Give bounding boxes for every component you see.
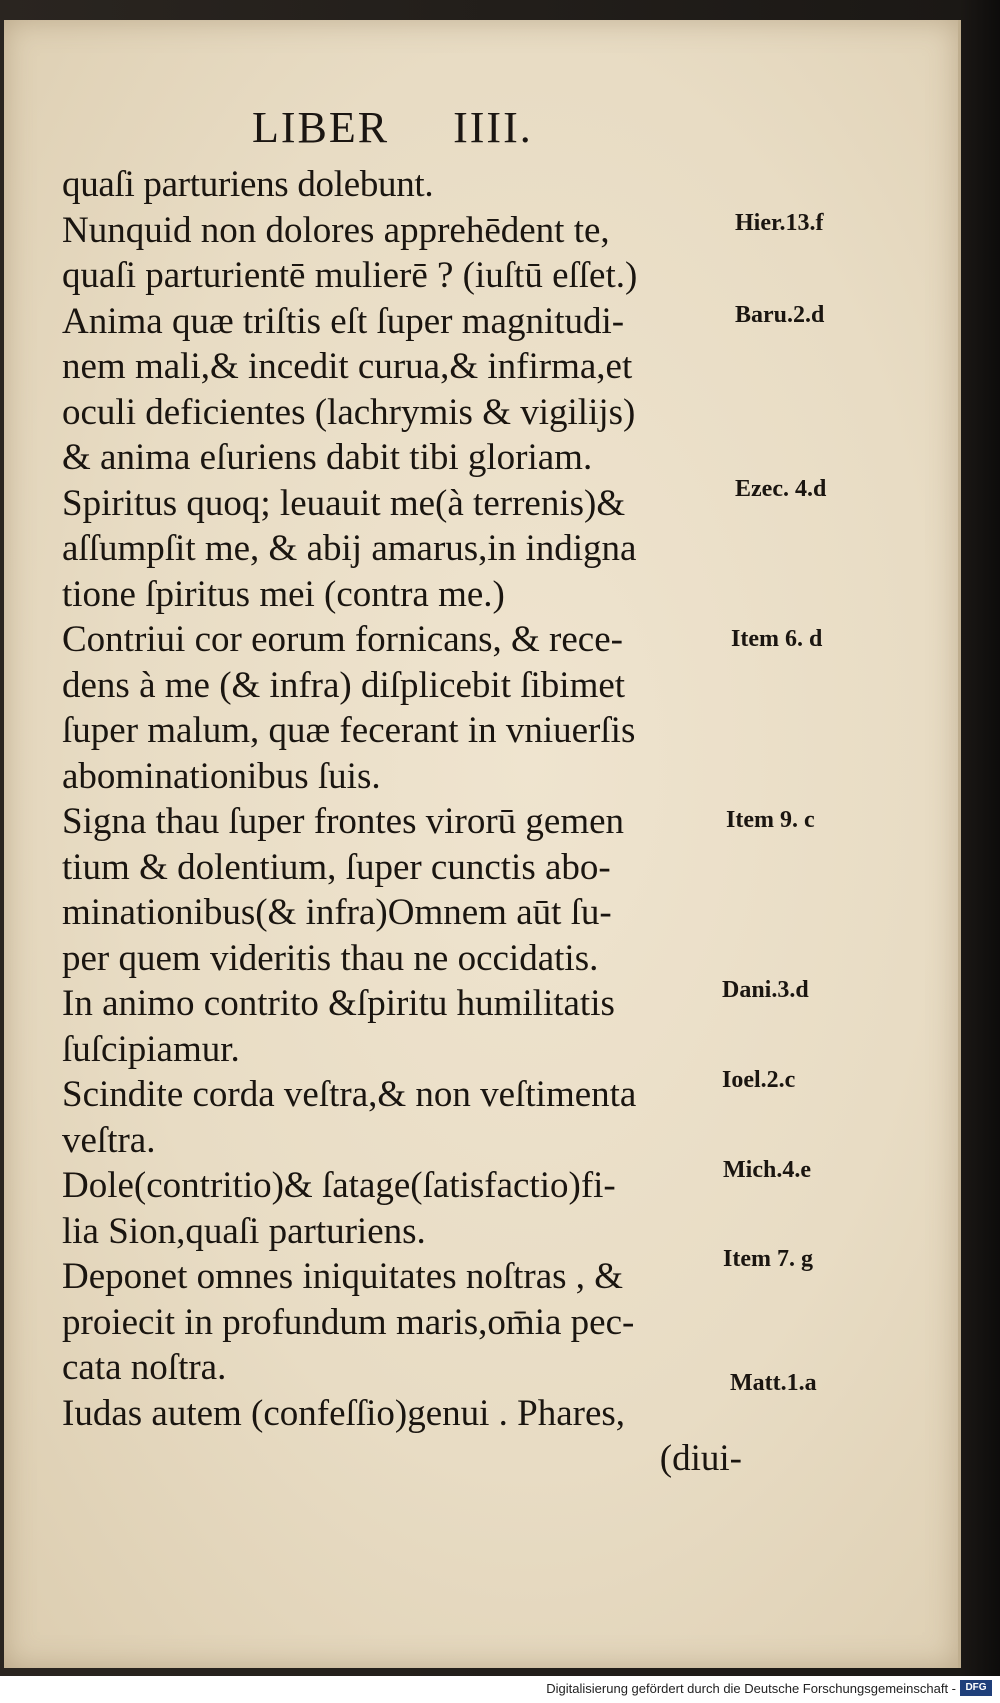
header-title: LIBER [252, 103, 390, 152]
dfg-logo: DFG [960, 1680, 992, 1696]
text-line: ſuſcipiamur. [62, 1028, 240, 1070]
book-page [4, 20, 961, 1668]
text-line: tium & dolentium, ſuper cunctis abo- [62, 846, 611, 888]
header-book-number: IIII. [453, 103, 533, 152]
text-line: tione ſpiritus mei (contra me.) [62, 573, 505, 615]
margin-note: Item 7. g [723, 1246, 813, 1272]
catchword: (diui- [659, 1438, 742, 1479]
text-line: Anima quæ triſtis eſt ſuper magnitudi- [62, 300, 625, 342]
text-line: dens à me (& infra) diſplicebit ſibimet [62, 664, 626, 706]
text-line: Nunquid non dolores apprehēdent te, [62, 209, 610, 251]
text-line: Spiritus quoq; leuauit me(à terrenis)& [62, 482, 626, 524]
margin-note: Dani.3.d [722, 977, 809, 1003]
text-line: & anima eſuriens dabit tibi gloriam. [62, 437, 593, 478]
main-text [62, 162, 742, 1482]
text-line: abominationibus ſuis. [62, 755, 381, 797]
running-header [252, 102, 533, 153]
text-line: Iudas autem (confeſſio)genui . Phares, [62, 1392, 626, 1434]
margin-note: Item 9. c [726, 807, 815, 833]
text-line: Dole(contritio)& ſatage(ſatisfactio)fi- [62, 1165, 616, 1206]
text-line: Deponet omnes iniquitates noſtras , & [62, 1256, 624, 1297]
margin-note: Ezec. 4.d [735, 476, 827, 502]
digitization-footer [0, 1676, 1000, 1703]
margin-note: Hier.13.f [735, 210, 824, 236]
text-line: quaſi parturientē mulierē ? (iuſtū eſſet.) [62, 255, 638, 296]
text-line: Contriui cor eorum fornicans, & rece- [62, 619, 623, 660]
text-line: oculi deficientes (lachrymis & vigilijs) [62, 391, 636, 433]
text-line: proiecit in profundum maris,om̄ia pec- [62, 1301, 635, 1343]
text-line: quaſi parturiens dolebunt. [62, 164, 434, 205]
text-line: lia Sion,quaſi parturiens. [62, 1210, 426, 1252]
text-line: aſſumpſit me, & abij amarus,in indigna [62, 528, 637, 569]
margin-note: Baru.2.d [735, 302, 825, 328]
margin-note: Matt.1.a [730, 1370, 817, 1396]
text-line: minationibus(& infra)Omnem aūt ſu- [62, 892, 612, 933]
margin-note: Ioel.2.c [722, 1067, 796, 1093]
text-line: ſuper malum, quæ fecerant in vniuerſis [62, 710, 636, 751]
text-line: per quem videritis thau ne occidatis. [62, 937, 599, 979]
margin-note: Item 6. d [731, 626, 823, 652]
text-line: Signa thau ſuper frontes virorū gemen [62, 801, 625, 842]
text-line: nem mali,& incedit curua,& infirma,et [62, 346, 633, 387]
text-line: cata noſtra. [62, 1347, 227, 1388]
text-line: Scindite corda veſtra,& non veſtimenta [62, 1074, 637, 1115]
text-line: veſtra. [62, 1119, 156, 1161]
text-line: In animo contrito &ſpiritu humilitatis [62, 983, 615, 1024]
funding-credit: Digitalisierung gefördert durch die Deutsche Forschungsgemeinschaft - [546, 1681, 956, 1696]
margin-note: Mich.4.e [723, 1157, 811, 1183]
